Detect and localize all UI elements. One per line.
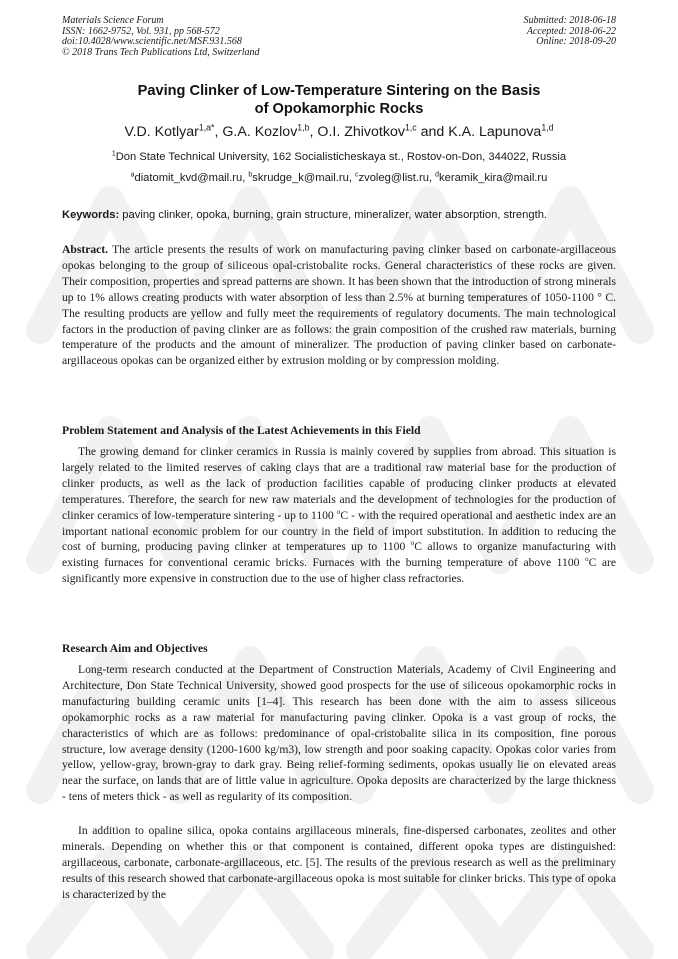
degree-mark: o bbox=[410, 539, 415, 548]
abstract-text: The article presents the results of work on manufacturing paving clinker based on carbonate-argillaceous opokas belonging to the group of siliceous opal-cristobalite rocks. General characteristics of these rocks are given. Their composition, properties and spread patterns are shown. It has been shown that the introduction of strong minerals up to 1% allows creating products with water absorption of less than 2.5% at burning temperatures of 1050-1100 ° C. The resulting products are yellow and fully meet the requirements of regulatory documents. The main technological factors in the production of paving clinker are as follows: the grain composition of the crushed raw materials, burning temperature of the products and the amount of mineralizer. The production of paving clinker based on carbonate-argillaceous opokas can be organized either by extrusion molding or by compression molding. bbox=[62, 243, 616, 368]
author-affiliation-mark: 1,c bbox=[404, 122, 417, 133]
author-affiliation-mark: 1,d bbox=[541, 122, 554, 133]
email-mark: c bbox=[355, 171, 359, 179]
section-heading-problem: Problem Statement and Analysis of the Latest Achievements in this Field bbox=[62, 424, 421, 437]
email-separator: , bbox=[242, 172, 249, 184]
title-line-1: Paving Clinker of Low-Temperature Sintering on the Basis bbox=[137, 83, 541, 99]
degree-mark: o bbox=[336, 507, 341, 516]
email-address: diatomit_kvd@mail.ru bbox=[134, 172, 243, 184]
author-name: G.A. Kozlov bbox=[222, 124, 298, 140]
author-affiliation-mark: 1,b bbox=[297, 122, 310, 133]
email-address: skrudge_k@mail.ru bbox=[252, 172, 349, 184]
author-name: V.D. Kotlyar bbox=[124, 124, 199, 140]
paragraph-text: The growing demand for clinker ceramics in Russia is mainly covered by supplies from abroad. This situation is largely related to the limited reserves of caking clays that are a traditional raw material base for the production of clinker products, as well as the lack of production facilities capable of producing clinker products at elevated temperatures. Therefore, the search for new raw materials and the development of technologies for the production of clinker ceramics of low-temperature sintering - up to 1100 bbox=[62, 445, 616, 522]
affiliation-mark: 1 bbox=[111, 150, 116, 158]
section-aim-paragraph-2: In addition to opaline silica, opoka contains argillaceous minerals, fine-dispersed carbonates, zeolites and other minerals. Depending on whether this or that component is contained, different opoka types are distinguished: argillaceous, carbonate, carbonate-argillaceous, etc. [5]. The results of the previous research as well as the preliminary results of this research showed that carbonate-argillaceous opoka is most suitable for clinker bricks. This type of opoka is characterized by the bbox=[62, 824, 616, 901]
author-affiliation-mark: 1,a* bbox=[198, 122, 215, 133]
keywords-label: Keywords: bbox=[62, 209, 120, 221]
author-name: K.A. Lapunova bbox=[448, 124, 542, 140]
copyright-line: © 2018 Trans Tech Publications Ltd, Switzerland bbox=[62, 46, 260, 58]
affiliation bbox=[30, 151, 648, 163]
paragraph-text: C allows to organize manufacturing with existing furnaces for conventional ceramic bricks. Furnaces with the burning temperature of above 1100 bbox=[62, 540, 616, 570]
email-separator: , bbox=[348, 172, 356, 184]
degree-mark: o bbox=[584, 555, 589, 564]
section-problem-paragraph bbox=[62, 444, 616, 587]
section-heading-aim: Research Aim and Objectives bbox=[62, 642, 208, 655]
email-mark: a bbox=[130, 171, 135, 179]
paper-title bbox=[62, 82, 616, 118]
accepted-date: Accepted: 2018-06-22 bbox=[526, 25, 616, 37]
keywords bbox=[62, 209, 638, 221]
header-right bbox=[524, 16, 617, 48]
publication-header bbox=[62, 16, 616, 66]
abstract bbox=[62, 242, 616, 369]
journal-name: Materials Science Forum bbox=[62, 15, 164, 26]
paragraph-text: C - with the required operational and aesthetic index are an important national economic problem for our country in the field of import substitution. In addition to reducing the cost of burning, producing paving clinker at temperatures up to 1100 bbox=[62, 508, 616, 554]
doi-line: doi:10.4028/www.scientific.net/MSF.931.568 bbox=[62, 36, 242, 47]
author-name: O.I. Zhivotkov bbox=[317, 124, 405, 140]
author-list bbox=[40, 124, 638, 140]
affiliation-text: Don State Technical University, 162 Socialisticheskaya st., Rostov-on-Don, 344022, Russia bbox=[115, 151, 567, 163]
email-list bbox=[30, 172, 648, 184]
author-separator: and bbox=[416, 124, 449, 140]
paragraph-text: C are significantly more expensive in construction due to the use of higher class refractories. bbox=[62, 556, 616, 586]
title-line-2: of Opokamorphic Rocks bbox=[254, 101, 424, 117]
submitted-date: Submitted: 2018-06-18 bbox=[523, 15, 616, 26]
issn-line: ISSN: 1662-9752, Vol. 931, pp 568-572 bbox=[62, 25, 220, 37]
email-address: keramik_kira@mail.ru bbox=[439, 172, 548, 184]
header-left bbox=[62, 16, 260, 58]
email-mark: d bbox=[435, 171, 440, 179]
email-separator: , bbox=[428, 172, 436, 184]
email-mark: b bbox=[248, 171, 253, 179]
abstract-label: Abstract. bbox=[62, 243, 109, 256]
email-address: zvoleg@list.ru bbox=[358, 172, 429, 184]
online-date: Online: 2018-09-20 bbox=[536, 36, 616, 47]
keywords-text: paving clinker, opoka, burning, grain structure, mineralizer, water absorption, strength. bbox=[119, 209, 548, 221]
author-separator: , bbox=[214, 124, 223, 140]
section-aim-paragraph-1: Long-term research conducted at the Department of Construction Materials, Academy of Civil Engineering and Architecture, Don State Technical University, showed good prospects for the use of siliceous opokamorphic rocks in manufacturing building ceramic units [1–4]. This research has been done with the aim to assess siliceous opokamorphic rocks as a raw material for manufacturing paving clinker. Opoka is a vast group of rocks, the characteristics of which are as follows: predominance of opal-cristobalite silica in its composition, fine porous structure, low average density (1200-1600 kg/m3), low strength and poor soaking capacity. Opokas color varies from yellow, yellow-gray, brown-gray to dark gray. Being relief-forming sediments, opokas usually lie on elevated areas near the surface, on lands that are of little value in agriculture. Opoka deposits are characterized by the large thickness - tens of meters thick - as well as regularity of its composition. bbox=[62, 663, 616, 804]
author-separator: , bbox=[309, 124, 318, 140]
